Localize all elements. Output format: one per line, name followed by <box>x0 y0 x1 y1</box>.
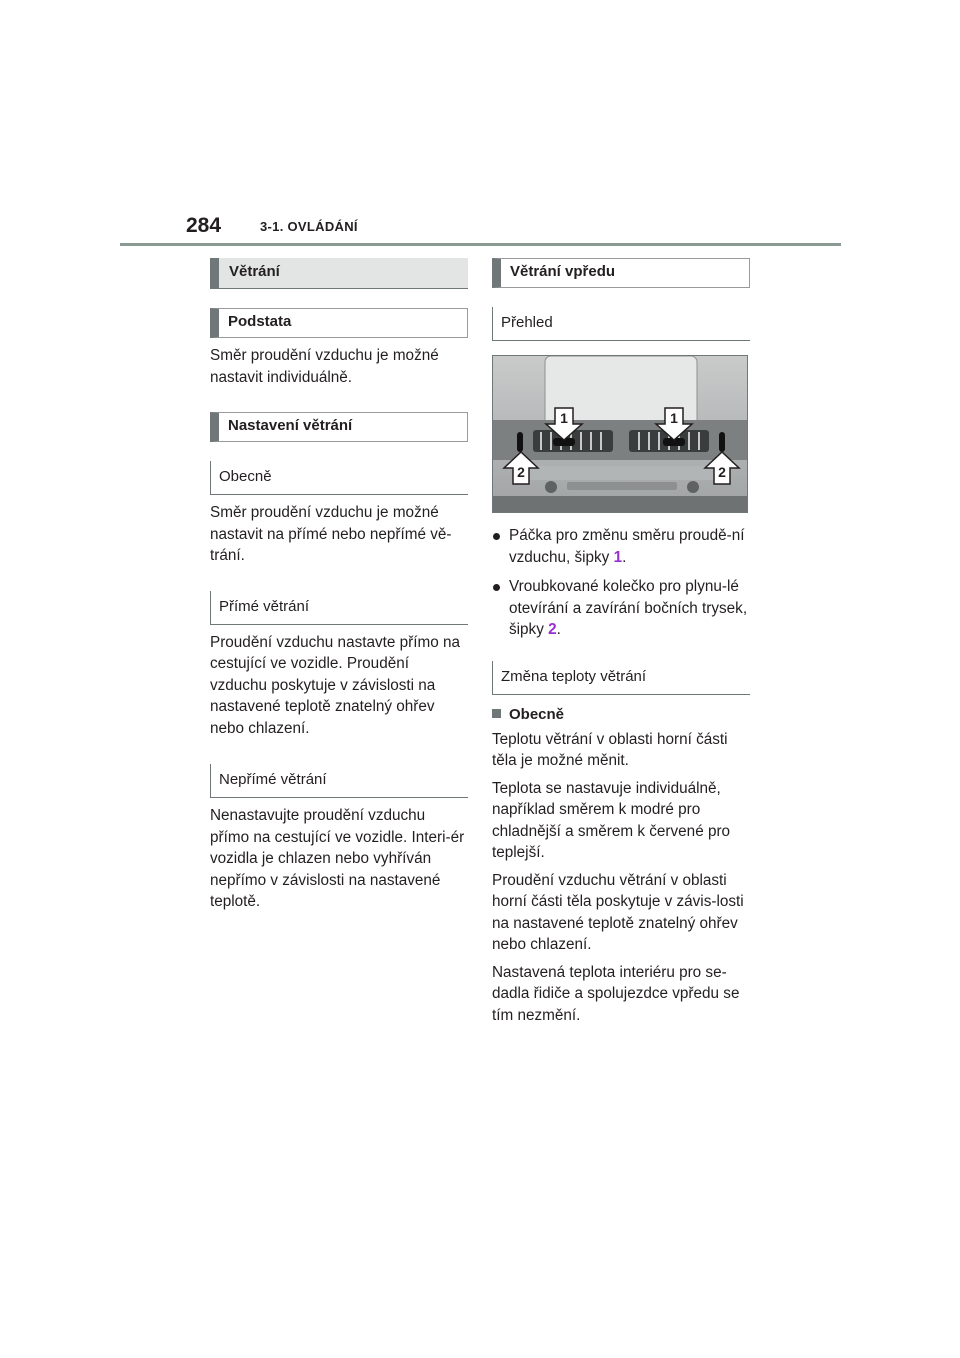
page-number: 284 <box>186 214 222 237</box>
figure-label-2-left: 2 <box>517 464 525 480</box>
dashboard-vents-figure <box>492 355 748 513</box>
right-column <box>492 258 750 1026</box>
basics-text: Směr proudění vzduchu je možné nastavit individuálně. <box>210 347 439 386</box>
bullet-thumbwheel-number: 2 <box>548 621 557 638</box>
indirect-text: Nenastavujte proudění vzduchu přímo na cestující ve vozidle. Interi-ér vozidla je chlazen nebo vyhříván nepřímo v závislosti na nastavené teplotě. <box>210 807 465 910</box>
bullet-lever-number: 1 <box>613 548 623 566</box>
left-column <box>210 258 468 913</box>
section-title-front-ventilation: Větrání vpředu <box>492 258 750 288</box>
paragraph-4: Nastavená teplota interiéru pro se-dadla řidiče a spolujezdce vpředu se tím nezmění. <box>492 963 740 1024</box>
figure-label-1-right: 1 <box>670 410 678 426</box>
bullet-thumbwheel: Vroubkované kolečko pro plynu-lé otevírání a zavírání bočních trysek, šipky 2. <box>492 576 750 641</box>
subheading-general <box>492 704 750 725</box>
figure-label-2-right: 2 <box>718 464 726 480</box>
figure-label-1-left: 1 <box>560 410 568 426</box>
paragraph-2: Teplota se nastavuje individuálně, například směrem k modré pro chladnější a směrem k červené pro teplejší. <box>492 779 731 861</box>
heading-indirect-ventilation: Nepřímé větrání <box>210 764 468 798</box>
header-rule <box>120 243 841 246</box>
heading-ventilation-settings: Nastavení větrání <box>210 412 468 442</box>
paragraph-1: Teplotu větrání v oblasti horní části těla je možné měnit. <box>492 730 728 769</box>
direct-text: Proudění vzduchu nastavte přímo na cestující ve vozidle. Proudění vzduchu poskytuje v závislosti na nastavené teplotě znatelný ohřev nebo chlazení. <box>210 633 461 737</box>
bullet-dot <box>493 584 500 591</box>
square-bullet-icon <box>492 709 501 718</box>
chapter-title: 3-1. OVLÁDÁNÍ <box>260 219 358 234</box>
heading-basics: Podstata <box>210 308 468 338</box>
general-text: Směr proudění vzduchu je možné nastavit na přímé nebo nepřímé vě-trání. <box>210 504 452 564</box>
bullet-dot <box>493 533 500 540</box>
heading-direct-ventilation: Přímé větrání <box>210 591 468 625</box>
bullet-thumbwheel-text: Vroubkované kolečko pro plynu-lé otevírání a zavírání bočních trysek, šipky <box>509 578 748 638</box>
bullet-lever-text: Páčka pro změnu směru proudě-ní vzduchu, šipky <box>509 527 745 566</box>
heading-general: Obecně <box>210 461 468 495</box>
bullet-lever: Páčka pro změnu směru proudě-ní vzduchu, šipky 1. <box>492 525 750 568</box>
heading-change-temperature: Změna teploty větrání <box>492 661 750 695</box>
subheading-general-text: Obecně <box>509 705 565 723</box>
section-title-ventilation: Větrání <box>210 258 468 289</box>
heading-overview: Přehled <box>492 307 750 341</box>
paragraph-3: Proudění vzduchu větrání v oblasti horní části těla poskytuje v závis-losti na nastavené teplotě znatelný ohřev nebo chlazení. <box>492 871 744 953</box>
dashboard-vents-illustration <box>493 356 748 513</box>
